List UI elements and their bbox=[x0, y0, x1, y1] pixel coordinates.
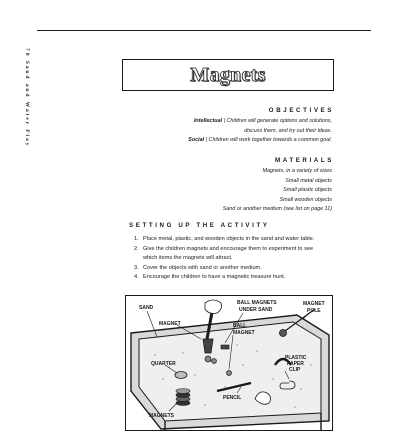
step-number: 4. bbox=[134, 274, 139, 280]
small-bar-magnet bbox=[221, 345, 229, 349]
material-item: Small metal objects bbox=[285, 177, 332, 184]
setup-heading: SETTING UP THE ACTIVITY bbox=[129, 222, 270, 229]
objective-intellectual-text-1: Children will generate options and solutions, bbox=[226, 118, 332, 124]
sand-table-illustration bbox=[125, 295, 333, 431]
material-item: Small wooden objects bbox=[279, 196, 332, 203]
ring-magnet-stack bbox=[176, 389, 190, 406]
material-item: Magnets, in a variety of sizes bbox=[262, 168, 332, 174]
ball-magnet bbox=[205, 356, 211, 362]
step-number: 3. bbox=[134, 264, 139, 271]
magnet-pole-tip bbox=[280, 330, 287, 337]
child-hand bbox=[205, 300, 222, 314]
label-magnet-pole-1: MAGNET bbox=[303, 301, 325, 307]
step-text-cont: which items the magnets will attract. bbox=[143, 255, 233, 261]
materials-heading: MATERIALS bbox=[274, 157, 334, 164]
label-magnet: MAGNET bbox=[159, 321, 181, 327]
materials-list bbox=[223, 167, 332, 215]
objective-social: Social | Children will work together towards a common goal. bbox=[188, 137, 332, 143]
objective-intellectual-cont: discuss them, and try out their ideas. bbox=[244, 127, 332, 134]
label-magnet-pole-2: POLE bbox=[307, 308, 321, 314]
setup-step bbox=[134, 264, 374, 274]
label-quarter: QUARTER bbox=[151, 361, 176, 367]
label-magnets: MAGNETS bbox=[149, 413, 174, 419]
step-text: Give the children magnets and encourage them to experiment to see bbox=[143, 245, 314, 252]
ball-magnet bbox=[227, 371, 232, 376]
setup-step bbox=[134, 245, 374, 264]
top-rule bbox=[37, 30, 371, 31]
label-sand: SAND bbox=[139, 305, 154, 311]
objectives-block bbox=[188, 117, 332, 146]
label-pencil: PENCIL bbox=[223, 395, 242, 401]
label-paper: PAPER bbox=[287, 361, 304, 367]
setup-steps bbox=[134, 235, 374, 283]
objectives-heading: OBJECTIVES bbox=[268, 107, 334, 114]
label-ball-magnet-1: BALL bbox=[233, 323, 247, 329]
setup-step bbox=[134, 273, 374, 283]
setup-step bbox=[134, 235, 374, 245]
step-number: 1. bbox=[134, 236, 139, 242]
objective-intellectual: Intellectual | Children will generate options and solutions, bbox=[193, 118, 332, 124]
label-ball-magnets: BALL MAGNETS bbox=[237, 300, 277, 306]
label-plastic: PLASTIC bbox=[285, 355, 307, 361]
magnet-wand-head bbox=[203, 339, 213, 353]
material-item: Small plastic objects bbox=[283, 187, 332, 193]
ball-magnet bbox=[212, 359, 217, 364]
step-text: Place metal, plastic, and wooden objects in the sand and water table. bbox=[143, 236, 315, 242]
step-text: Cover the objects with sand or another medium. bbox=[143, 264, 262, 271]
objective-social-text: Children will work together towards a common goal. bbox=[208, 137, 332, 143]
objective-intellectual-label: Intellectual bbox=[193, 118, 223, 124]
step-number: 2. bbox=[134, 245, 139, 252]
page-title: Magnets bbox=[190, 63, 266, 86]
title-box bbox=[122, 59, 334, 91]
label-under-sand: UNDER SAND bbox=[239, 307, 273, 313]
label-clip: CLIP bbox=[289, 367, 301, 373]
label-ball-magnet-2: MAGNET bbox=[233, 330, 255, 336]
running-head: 70 Sand and Water Play bbox=[24, 48, 30, 148]
step-text: Encourage the children to have a magnetic treasure hunt. bbox=[143, 274, 286, 280]
material-item: Sand or another medium (see list on page 11) bbox=[222, 206, 332, 212]
objective-social-label: Social bbox=[188, 137, 205, 143]
